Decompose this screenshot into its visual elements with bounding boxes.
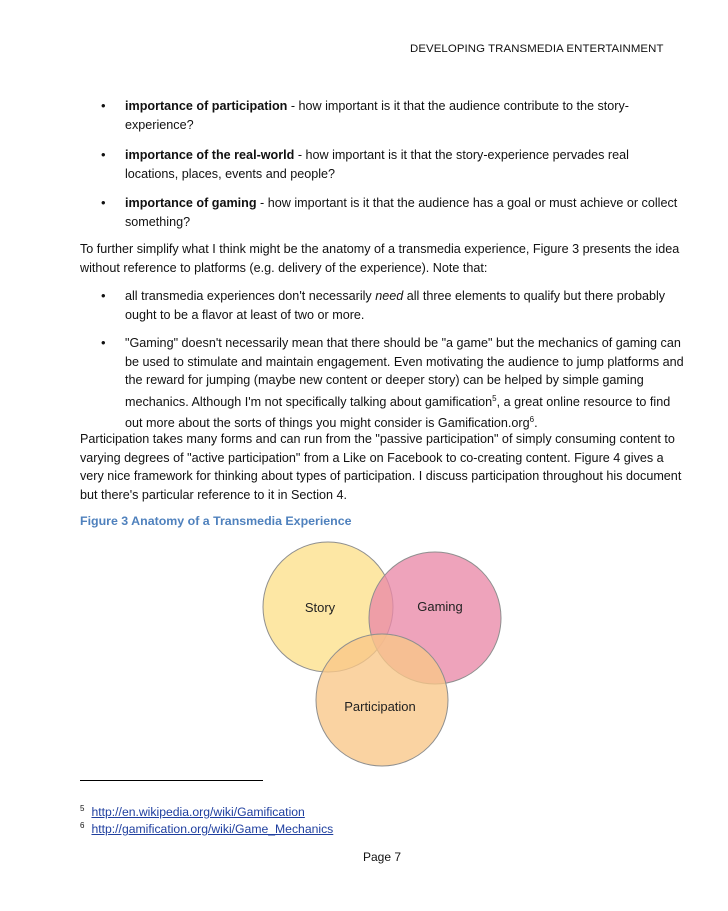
gaming-label: Gaming xyxy=(417,599,463,614)
bullet-text: - how important is it that the audience has a goal or must achieve or collect something? xyxy=(125,196,678,229)
bullet-three-elements xyxy=(125,287,685,324)
bullet-text: . xyxy=(534,416,538,431)
bullet-text: - how important is it that the story-experience pervades real locations, places, events and people? xyxy=(125,148,629,181)
footnote-number: 5 xyxy=(80,804,85,813)
footnote-ref-5[interactable]: 5 xyxy=(492,393,497,403)
bullet-term: importance of the real-world xyxy=(125,148,295,162)
bullet-emphasis: need xyxy=(375,289,404,303)
footnote-link[interactable]: http://gamification.org/wiki/Game_Mechanics xyxy=(91,822,334,837)
bullet-text: all transmedia experiences don't necessarily xyxy=(125,289,376,303)
footnote-5 xyxy=(80,804,305,819)
footnote-6 xyxy=(80,821,333,836)
bullet-text: "Gaming" doesn't necessarily mean that there should be "a game" but the mechanics of gaming can be used to stimulate and maintain engagement. Even motivating the audience to jump platforms and the reward for jumping (maybe new content or deeper story) can be helped by simple gaming mechanics. Although I'm not specifically talking about gamification xyxy=(125,336,684,409)
bullet-real-world xyxy=(125,146,685,183)
footnote-separator xyxy=(80,780,263,781)
bullet-gaming-mechanics xyxy=(125,334,685,433)
page-number: Page 7 xyxy=(362,850,402,864)
footnote-link[interactable]: http://en.wikipedia.org/wiki/Gamification xyxy=(91,805,305,820)
participation-label: Participation xyxy=(344,699,416,714)
bullet-participation xyxy=(125,97,685,134)
bullet-text: , a great online resource to find out more about the sorts of things you might consider is Gamification.org xyxy=(125,394,671,431)
running-header: DEVELOPING TRANSMEDIA ENTERTAINMENT xyxy=(410,43,664,55)
paragraph-anatomy-intro: To further simplify what I think might be the anatomy of a transmedia experience, Figure 3 presents the idea without reference to platforms (e.g. delivery of the experience). Note that: xyxy=(80,242,680,275)
story-label: Story xyxy=(304,600,336,615)
bullet-text: all three elements to qualify but there probably ought to be a flavor at least of two or more. xyxy=(125,289,666,322)
footnote-number: 6 xyxy=(80,821,85,830)
bullet-gaming xyxy=(125,194,685,231)
footnote-ref-6[interactable]: 6 xyxy=(529,415,535,425)
bullet-term: importance of gaming xyxy=(125,196,257,210)
figure-caption: Figure 3 Anatomy of a Transmedia Experience xyxy=(80,514,352,528)
bullet-text: - how important is it that the audience contribute to the story-experience? xyxy=(125,99,629,132)
bullet-term: importance of participation xyxy=(125,99,288,113)
paragraph-participation: Participation takes many forms and can run from the "passive participation" of simply consuming content to varying degrees of "active participation" from a Like on Facebook to co-creating content. Figure 4 gives a very nice framework for thinking about types of participation. I discuss participation throughout his document but there's particular reference to it in Section 4. xyxy=(80,432,682,502)
venn-diagram xyxy=(250,538,510,768)
